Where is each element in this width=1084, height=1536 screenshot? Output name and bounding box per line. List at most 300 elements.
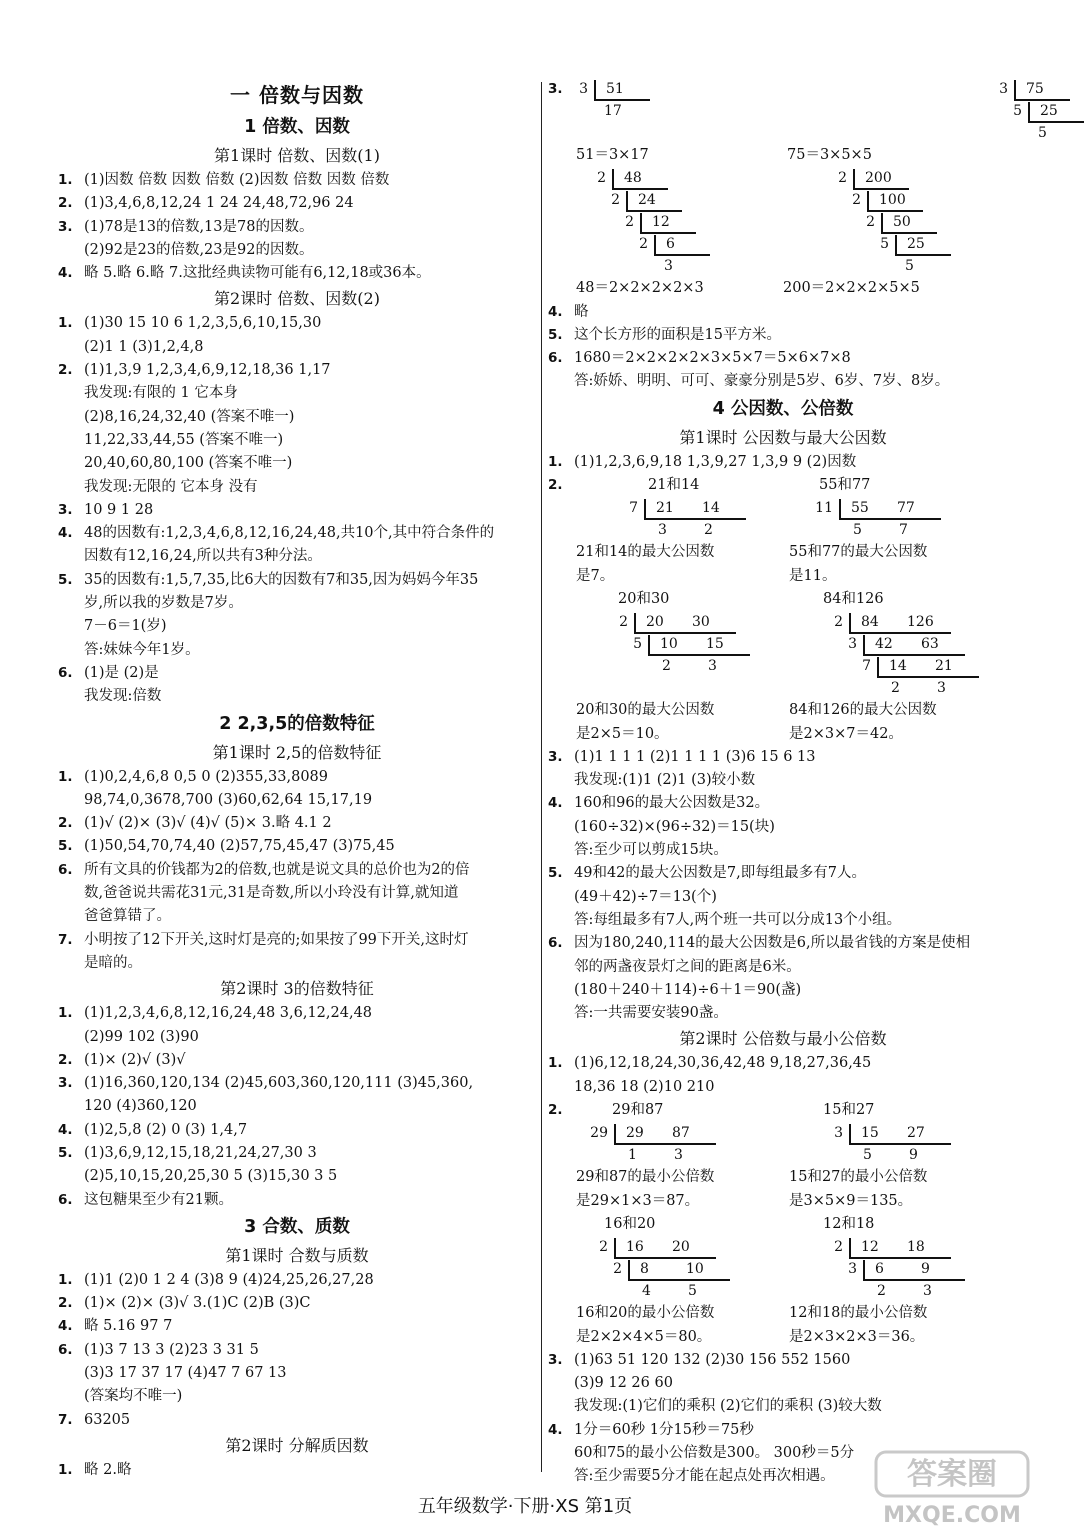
answer-line [58, 522, 536, 545]
answer-line [58, 429, 536, 452]
answer-line [58, 1189, 536, 1212]
question-number: 1. [548, 453, 563, 470]
ladder-bracket [644, 499, 646, 520]
ladder-step [783, 233, 1018, 255]
gcd-answer: 是2×5＝10。 [576, 725, 669, 742]
ladder-number: 30 [692, 614, 710, 631]
ladder-bracket [849, 613, 851, 634]
right-column [548, 78, 1058, 1489]
question-number: 2. [58, 1295, 73, 1312]
question-number: 1. [58, 1461, 73, 1478]
ladder-number: 12 [652, 214, 670, 231]
answer-text: 20,40,60,80,100 (答案不唯一) [84, 455, 293, 472]
answer-line [58, 1292, 536, 1315]
question-number: 4. [548, 303, 563, 320]
answer-line [58, 859, 536, 882]
ladder-bracket [628, 1260, 630, 1281]
ladder-step [548, 211, 783, 233]
answer-line [548, 324, 1018, 347]
lesson-title: 第2课时 分解质因数 [225, 1435, 369, 1455]
ladder-step [783, 611, 1018, 633]
answer-block [58, 169, 536, 285]
answer-text: (3)3 17 37 17 (4)47 7 67 13 [84, 1365, 287, 1382]
ladder-step [783, 1236, 1018, 1258]
answer-text: (1)30 15 10 6 1,2,3,5,6,10,15,30 [84, 315, 322, 332]
ladder-quotient: 5 [905, 258, 914, 275]
ladder-quotient: 5 [853, 522, 862, 539]
ladder-number: 48 [624, 170, 642, 187]
answer-block [58, 312, 536, 708]
short-division-75 [783, 78, 1058, 144]
answer-text: (2)92是23的倍数,23是92的因数。 [84, 241, 314, 258]
ladder-bracket [614, 1238, 616, 1259]
ladder-caption: 20和30 [618, 590, 670, 607]
ladder-step [783, 655, 1018, 677]
ladder-quotient: 9 [909, 1147, 918, 1164]
ladder-quotient: 3 [937, 680, 946, 697]
ladder-divisor: 2 [597, 170, 606, 187]
question-number: 6. [58, 664, 73, 681]
answer-text: 11,22,33,44,55 (答案不唯一) [84, 431, 284, 448]
ladder-underline [1028, 121, 1084, 123]
answer-text: 我发现:无限的 它本身 没有 [84, 478, 258, 495]
question-number: 5. [548, 865, 563, 882]
answer-text: (1)3,4,6,8,12,24 1 24 24,48,72,96 24 [84, 195, 354, 212]
ladder-quotient: 3 [708, 658, 717, 675]
watermark-logo [872, 1448, 1032, 1528]
answer-line [58, 545, 536, 568]
answer-text: 答:一共需要安装90盏。 [574, 1005, 728, 1022]
ladder-step [783, 100, 1058, 122]
common-factor-20-30 [548, 611, 783, 677]
answer-text: 因为180,240,114的最大公因数是6,所以最省钱的方案是使相 [574, 935, 971, 952]
section-title: 4 公因数、公倍数 [712, 398, 854, 419]
answer-text: (1)1,2,3,6,9,18 1,3,9,27 1,3,9 9 (2)因数 [574, 453, 857, 470]
ladder-caption: 16和20 [604, 1215, 656, 1232]
answer-line [58, 1459, 536, 1482]
answer-text: (2)1 1 (3)1,2,4,8 [84, 338, 204, 355]
ladder-number: 20 [646, 614, 664, 631]
question-number: 7. [58, 931, 73, 948]
watermark-text: 答案圈 [907, 1457, 997, 1492]
ladder-bracket [648, 635, 650, 656]
ladder-divisor: 2 [613, 1261, 622, 1278]
ladder-number: 16 [626, 1239, 644, 1256]
answer-text: (1)1 (2)0 1 2 4 (3)8 9 (4)24,25,26,27,28 [84, 1271, 374, 1288]
answer-line [58, 952, 536, 975]
answer-line [58, 1339, 536, 1362]
ladder-number: 51 [606, 81, 624, 97]
answer-text: 我发现:(1)它们的乘积 (2)它们的乘积 (3)较大数 [574, 1398, 882, 1415]
answer-line [548, 746, 1018, 769]
answer-text: 略 2.略 [84, 1461, 132, 1478]
ladder-quotient-row [783, 519, 1018, 541]
question-number: 1. [58, 1271, 73, 1288]
question-number: 2. [58, 1051, 73, 1068]
ladder-bracket [634, 613, 636, 634]
answer-text: (2)8,16,24,32,40 (答案不唯一) [84, 408, 295, 425]
answer-text: (1)1,3,9 1,2,3,4,6,9,12,18,36 1,17 [84, 362, 331, 379]
answer-line [58, 476, 536, 499]
question-number: 2. [58, 195, 73, 212]
ladder-quotient-row [783, 1144, 1018, 1166]
question-number: 6. [548, 935, 563, 952]
answer-line [58, 1142, 536, 1165]
ladder-caption: 55和77 [819, 477, 871, 494]
answer-text: 小明按了12下开关,这时灯是亮的;如果按了99下开关,这时灯 [84, 931, 469, 948]
answer-line [58, 592, 536, 615]
answer-line [58, 662, 536, 685]
answer-line [548, 1349, 1018, 1372]
ladder-number: 100 [879, 192, 906, 209]
answer-text: (1)78是13的倍数,13是78的因数。 [84, 218, 314, 235]
question-number: 4. [58, 265, 73, 282]
ladder-caption: 15和27 [823, 1102, 875, 1119]
ladder-quotient: 5 [1038, 125, 1047, 141]
ladder-divisor: 2 [611, 192, 620, 209]
answer-line [548, 956, 1018, 979]
answer-text: (1)× (2)√ (3)√ [84, 1051, 186, 1068]
lesson-title: 第2课时 3的倍数特征 [220, 979, 374, 999]
question-number: 4. [58, 525, 73, 542]
ladder-quotient: 3 [923, 1283, 932, 1300]
ladder-bracket [612, 169, 614, 190]
question-number: 3. [548, 748, 563, 765]
ladder-step [783, 78, 1044, 100]
answer-pair [548, 1166, 1018, 1213]
answer-text: 120 (4)360,120 [84, 1098, 197, 1115]
lesson-title: 第1课时 2,5的倍数特征 [212, 742, 382, 762]
ladder-step [548, 497, 783, 519]
answer-line [58, 1072, 536, 1095]
answer-pair [548, 541, 1018, 588]
section-title: 1 倍数、因数 [244, 117, 350, 137]
ladder-quotient: 5 [863, 1147, 872, 1164]
equation-pair [548, 144, 1018, 167]
short-division-51 [548, 78, 783, 122]
lesson-title: 第1课时 倍数、因数(1) [214, 146, 380, 165]
answer-text: 我发现:倍数 [84, 688, 162, 705]
ladder-number: 14 [889, 658, 907, 675]
section-title: 3 合数、质数 [244, 1216, 350, 1237]
ladder-step [548, 1122, 783, 1144]
answer-text: 18,36 18 (2)10 210 [574, 1078, 715, 1095]
answer-block [548, 746, 1018, 1026]
answer-text: 49和42的最大公因数是7,即每组最多有7人。 [574, 865, 866, 882]
answer-text: 这包糖果至少有21颗。 [84, 1191, 233, 1208]
answer-text: (160÷32)×(96÷32)＝15(块) [574, 818, 775, 835]
ladder-quotient-row [783, 122, 1047, 144]
question-number: 2. [548, 477, 563, 494]
answer-line [58, 1026, 536, 1049]
lesson-title: 第2课时 倍数、因数(2) [214, 289, 380, 309]
ladder-bracket [640, 213, 642, 234]
answer-line [548, 347, 1018, 370]
answer-line [58, 789, 536, 812]
answer-line [58, 835, 536, 858]
ladder-number: 50 [893, 214, 911, 231]
question-number: 2. [58, 362, 73, 379]
answer-line [548, 1395, 1018, 1418]
ladder-step [548, 167, 783, 189]
ladder-divisor: 2 [599, 1239, 608, 1256]
ladder-quotient-row [548, 519, 783, 541]
question-number: 5. [58, 1144, 73, 1161]
ladder-step [783, 167, 1018, 189]
question-number: 3. [58, 218, 73, 235]
ladder-step [548, 189, 783, 211]
ladder-caption: 29和87 [612, 1102, 664, 1119]
ladder-pair [548, 1236, 1018, 1302]
ladder-quotient: 2 [704, 522, 713, 539]
answer-text: 答:娇娇、明明、可可、豪豪分别是5岁、6岁、7岁、8岁。 [574, 373, 950, 390]
ladder-bracket [839, 499, 841, 520]
ladder-divisor: 3 [848, 636, 857, 653]
ladder-caption: 12和18 [823, 1215, 875, 1232]
ladder-caption: 84和126 [823, 590, 884, 607]
ladder-bracket [863, 1260, 865, 1281]
common-multiple-15-27 [783, 1122, 1018, 1166]
answer-line [548, 1372, 1018, 1395]
ladder-number: 29 [626, 1125, 644, 1142]
answer-text: (2)5,10,15,20,25,30 5 (3)15,30 3 5 [84, 1168, 338, 1185]
question-number: 4. [58, 1318, 73, 1335]
answer-text: (1)× (2)× (3)√ 3.(1)C (2)B (3)C [84, 1295, 311, 1312]
answer-line [58, 1049, 536, 1072]
question-number: 5. [58, 571, 73, 588]
ladder-quotient: 2 [891, 680, 900, 697]
answer-line [548, 451, 1018, 474]
answer-text: (1)0,2,4,6,8 0,5 0 (2)355,33,8089 [84, 768, 329, 785]
answer-text: 爸爸算错了。 [84, 908, 171, 925]
ladder-step [548, 611, 783, 633]
ladder-number: 63 [921, 636, 939, 653]
answer-line [58, 766, 536, 789]
answer-block [548, 451, 1018, 474]
caption-pair [548, 1213, 1018, 1236]
ladder-bracket [1028, 102, 1030, 123]
common-multiple-29-87 [548, 1122, 783, 1166]
question-number: 3. [548, 81, 563, 97]
common-factor-84-126 [783, 611, 1018, 699]
lcm-answer: 是29×1×3＝87。 [576, 1192, 700, 1209]
common-multiple-12-18 [783, 1236, 1018, 1302]
ladder-divisor: 11 [815, 500, 833, 517]
answer-line [58, 615, 536, 638]
answer-line [58, 639, 536, 662]
answer-text: 98,74,0,3678,700 (3)60,62,64 15,17,19 [84, 791, 373, 808]
answer-text: (1)因数 倍数 因数 倍数 (2)因数 倍数 因数 倍数 [84, 172, 390, 188]
answer-block [58, 1002, 536, 1212]
left-column [58, 78, 536, 1482]
answer-line [548, 839, 1018, 862]
ladder-bracket [594, 80, 596, 101]
question-number: 3. [548, 1351, 563, 1368]
answer-line [58, 1165, 536, 1188]
ladder-quotient: 4 [642, 1283, 651, 1300]
answer-text: (1)50,54,70,74,40 (2)57,75,45,47 (3)75,45 [84, 838, 395, 855]
ladder-number: 21 [935, 658, 953, 675]
lcm-answer: 16和20的最小公倍数 [576, 1305, 715, 1322]
answer-text: 略 5.16 97 7 [84, 1318, 173, 1335]
question-number: 6. [58, 1191, 73, 1208]
ladder-step [783, 497, 1018, 519]
lcm-answer: 12和18的最小公倍数 [789, 1305, 928, 1322]
ladder-bracket [626, 191, 628, 212]
ladder-quotient-row [548, 1280, 783, 1302]
ladder-quotient: 5 [688, 1283, 697, 1300]
answer-line [548, 1076, 1018, 1099]
answer-text: 答:至少需要5分才能在起点处再次相遇。 [574, 1468, 835, 1485]
answer-text: 160和96的最大公因数是32。 [574, 795, 770, 812]
ladder-number: 75 [1026, 81, 1044, 97]
answer-text: 10 9 1 28 [84, 501, 154, 518]
ladder-divisor: 5 [633, 636, 642, 653]
answer-line [548, 909, 1018, 932]
lcm-answer: 是2×2×4×5＝80。 [576, 1328, 712, 1345]
ladder-step [783, 189, 1018, 211]
answer-text: 因数有12,16,24,所以共有3种分法。 [84, 548, 322, 565]
equation-48: 48＝2×2×2×2×3 [576, 280, 704, 297]
ladder-number: 200 [865, 170, 892, 187]
answer-text: 数,爸爸说共需花31元,31是奇数,所以小玲没有计算,就知道 [84, 885, 459, 902]
ladder-divisor: 29 [590, 1125, 608, 1142]
answer-line [58, 1409, 536, 1432]
answer-line [58, 452, 536, 475]
answer-text: 1680＝2×2×2×2×3×5×7＝5×6×7×8 [574, 350, 851, 367]
caption-pair [548, 474, 1018, 497]
ladder-bracket [849, 1238, 851, 1259]
answer-text: (1)√ (2)× (3)√ (4)√ (5)× 3.略 4.1 2 [84, 815, 332, 832]
answer-line [58, 569, 536, 592]
common-multiple-16-20 [548, 1236, 783, 1302]
ladder-number: 15 [706, 636, 724, 653]
answer-text: (1)63 51 120 132 (2)30 156 552 1560 [574, 1351, 851, 1368]
ladder-divisor: 7 [862, 658, 871, 675]
answer-block [58, 1269, 536, 1432]
ladder-number: 126 [907, 614, 934, 631]
answer-text: 我发现:(1)1 (2)1 (3)较小数 [574, 772, 756, 789]
answer-text: 略 5.略 6.略 7.这批经典读物可能有6,12,18或36本。 [84, 265, 431, 282]
answer-line [58, 1385, 536, 1408]
answer-text: (2)99 102 (3)90 [84, 1028, 199, 1045]
ladder-number: 20 [672, 1239, 690, 1256]
ladder-divisor: 2 [834, 614, 843, 631]
ladder-quotient-row [783, 1280, 1018, 1302]
lesson-title: 第1课时 公因数与最大公因数 [679, 427, 887, 447]
page-footer: 五年级数学·下册·XS 第1页 [417, 1496, 633, 1517]
answer-line [548, 1052, 1018, 1075]
ladder-number: 10 [686, 1261, 704, 1278]
answer-text: (1)6,12,18,24,30,36,42,48 9,18,27,36,45 [574, 1055, 872, 1072]
watermark-url: MXQE.COM [883, 1503, 1021, 1528]
ladder-quotient: 1 [628, 1147, 637, 1164]
answer-text: (3)9 12 26 60 [574, 1375, 673, 1392]
answer-text: (答案均不唯一) [84, 1388, 183, 1405]
ladder-quotient: 3 [664, 258, 673, 275]
ladder-quotient-row [783, 255, 1018, 277]
short-division-48 [548, 167, 783, 277]
answer-block [58, 766, 536, 976]
ladder-quotient: 3 [674, 1147, 683, 1164]
gcd-answer: 84和126的最大公因数 [789, 702, 937, 719]
answer-block [548, 301, 1018, 394]
answer-text: 答:妹妹今年1岁。 [84, 641, 200, 658]
question-number: 1. [548, 1055, 563, 1072]
question-number: 1. [58, 172, 73, 188]
answer-text: 48的因数有:1,2,3,4,6,8,12,16,24,48,共10个,其中符合条件的 [84, 525, 495, 542]
answer-text: (1)1 1 1 1 (2)1 1 1 1 (3)6 15 6 13 [574, 748, 816, 765]
lcm-answer: 29和87的最小公倍数 [576, 1169, 715, 1186]
ladder-number: 25 [907, 236, 925, 253]
answer-text: (1)1,2,3,4,6,8,12,16,24,48 3,6,12,24,48 [84, 1005, 373, 1022]
ladder-quotient-row [548, 255, 783, 277]
ladder-number: 9 [921, 1261, 930, 1278]
ladder-quotient: 3 [658, 522, 667, 539]
answer-line [58, 1362, 536, 1385]
gcd-answer: 55和77的最大公因数 [789, 544, 928, 561]
answer-text: (49＋42)÷7＝13(个) [574, 888, 717, 905]
ladder-quotient: 2 [662, 658, 671, 675]
ladder-quotient-row [548, 100, 783, 122]
ladder-quotient-row [548, 1144, 783, 1166]
answer-line [58, 169, 536, 192]
caption-pair [548, 1099, 1018, 1122]
ladder-step [548, 78, 783, 100]
answer-line [548, 932, 1018, 955]
answer-line [58, 929, 536, 952]
ladder-number: 18 [907, 1239, 925, 1256]
ladder-pair [548, 1122, 1018, 1166]
ladder-quotient: 7 [899, 522, 908, 539]
ladder-pair [548, 497, 1018, 541]
ladder-bracket [849, 1124, 851, 1145]
answer-text: (1)2,5,8 (2) 0 (3) 1,4,7 [84, 1121, 248, 1138]
ladder-caption: 21和14 [648, 477, 700, 494]
equation-pair [548, 277, 1018, 300]
answer-line [58, 812, 536, 835]
ladder-number: 24 [638, 192, 656, 209]
answer-line [58, 499, 536, 522]
ladder-divisor: 5 [1013, 103, 1022, 119]
short-division-200 [783, 167, 1018, 277]
answer-text: 答:至少可以剪成15块。 [574, 842, 728, 859]
ladder-divisor: 2 [625, 214, 634, 231]
ladder-quotient: 2 [877, 1283, 886, 1300]
ladder-number: 6 [875, 1261, 884, 1278]
answer-text: 略 [574, 303, 589, 320]
answer-block [548, 1052, 1018, 1099]
ladder-quotient-row [548, 655, 783, 677]
answer-line [548, 769, 1018, 792]
ladder-divisor: 2 [619, 614, 628, 631]
question-number: 3. [58, 501, 73, 518]
ladder-divisor: 5 [880, 236, 889, 253]
ladder-step [548, 1258, 783, 1280]
ladder-number: 55 [851, 500, 869, 517]
ladder-number: 21 [656, 500, 674, 517]
question-number: 6. [58, 861, 73, 878]
answer-block [58, 1459, 536, 1482]
answer-text: 63205 [84, 1411, 131, 1428]
equation-200: 200＝2×2×2×5×5 [783, 280, 920, 297]
column-divider [541, 82, 542, 1472]
answer-text: (1)16,360,120,134 (2)45,603,360,120,111 (3)45,360, [84, 1075, 474, 1092]
ladder-divisor: 3 [999, 81, 1008, 97]
answer-line [548, 301, 1018, 324]
question-number: 7. [58, 1411, 73, 1428]
equation-51: 51＝3×17 [576, 147, 649, 163]
